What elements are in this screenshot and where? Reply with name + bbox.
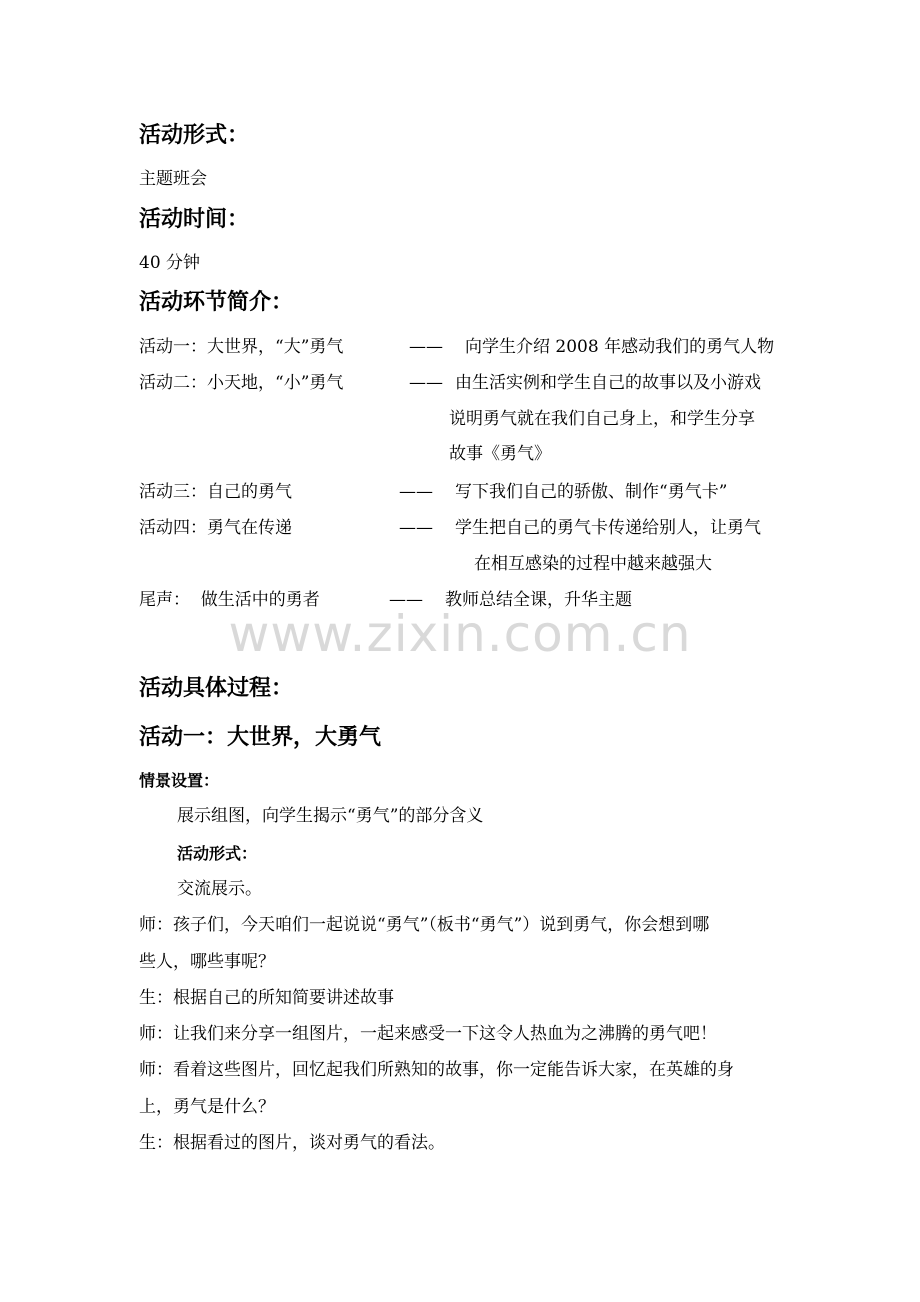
- dash-separator: ——: [409, 337, 443, 357]
- form-label: 活动形式：: [177, 844, 258, 863]
- activity-name: 尾声： 做生活中的勇者: [139, 590, 320, 610]
- form-heading: 活动形式：: [139, 123, 250, 148]
- scene-label: 情景设置：: [139, 771, 220, 790]
- activity-desc: 说明勇气就在我们自己身上，和学生分享: [449, 409, 755, 429]
- dialogue-line: 生：根据看过的图片，谈对勇气的看法。: [139, 1133, 445, 1153]
- activity-desc: 在相互感染的过程中越来越强大: [474, 554, 712, 574]
- dash-separator: ——: [399, 518, 433, 538]
- dialogue-line: 师：孩子们，今天咱们一起说说“勇气”（板书“勇气”）说到勇气，你会想到哪: [139, 915, 710, 935]
- watermark: www.zixin.com.cn: [228, 605, 692, 663]
- form-value: 主题班会: [139, 169, 207, 189]
- dialogue-line: 些人，哪些事呢？: [139, 952, 275, 972]
- activity1-title: 活动一：大世界，大勇气: [139, 725, 382, 750]
- activity-desc: 向学生介绍 2008 年感动我们的勇气人物: [465, 337, 775, 357]
- time-heading: 活动时间：: [139, 207, 250, 232]
- scene-text: 展示组图，向学生揭示“勇气”的部分含义: [177, 806, 484, 826]
- summary-heading: 活动环节简介：: [139, 290, 294, 315]
- form-text: 交流展示。: [177, 879, 262, 899]
- dialogue-line: 生：根据自己的所知简要讲述故事: [139, 988, 394, 1008]
- dash-separator: ——: [399, 482, 433, 502]
- time-value: 40 分钟: [139, 253, 201, 273]
- activity-desc: 教师总结全课，升华主题: [445, 590, 632, 610]
- activity-name: 活动二：小天地，“小”勇气: [139, 373, 344, 393]
- dash-separator: ——: [389, 590, 423, 610]
- activity-name: 活动四：勇气在传递: [139, 518, 292, 538]
- dialogue-line: 师：看着这些图片，回忆起我们所熟知的故事，你一定能告诉大家，在英雄的身: [139, 1060, 734, 1080]
- dash-separator: ——: [409, 373, 443, 393]
- dialogue-line: 上，勇气是什么？: [139, 1097, 275, 1117]
- activity-desc: 写下我们自己的骄傲、制作“勇气卡”: [455, 482, 728, 502]
- activity-name: 活动一：大世界，“大”勇气: [139, 337, 344, 357]
- process-heading: 活动具体过程：: [139, 676, 294, 701]
- activity-desc: 故事《勇气》: [449, 444, 551, 464]
- activity-desc: 由生活实例和学生自己的故事以及小游戏: [455, 373, 761, 393]
- activity-desc: 学生把自己的勇气卡传递给别人，让勇气: [455, 518, 761, 538]
- dialogue-line: 师：让我们来分享一组图片，一起来感受一下这令人热血为之沸腾的勇气吧！: [139, 1024, 717, 1044]
- activity-name: 活动三：自己的勇气: [139, 482, 292, 502]
